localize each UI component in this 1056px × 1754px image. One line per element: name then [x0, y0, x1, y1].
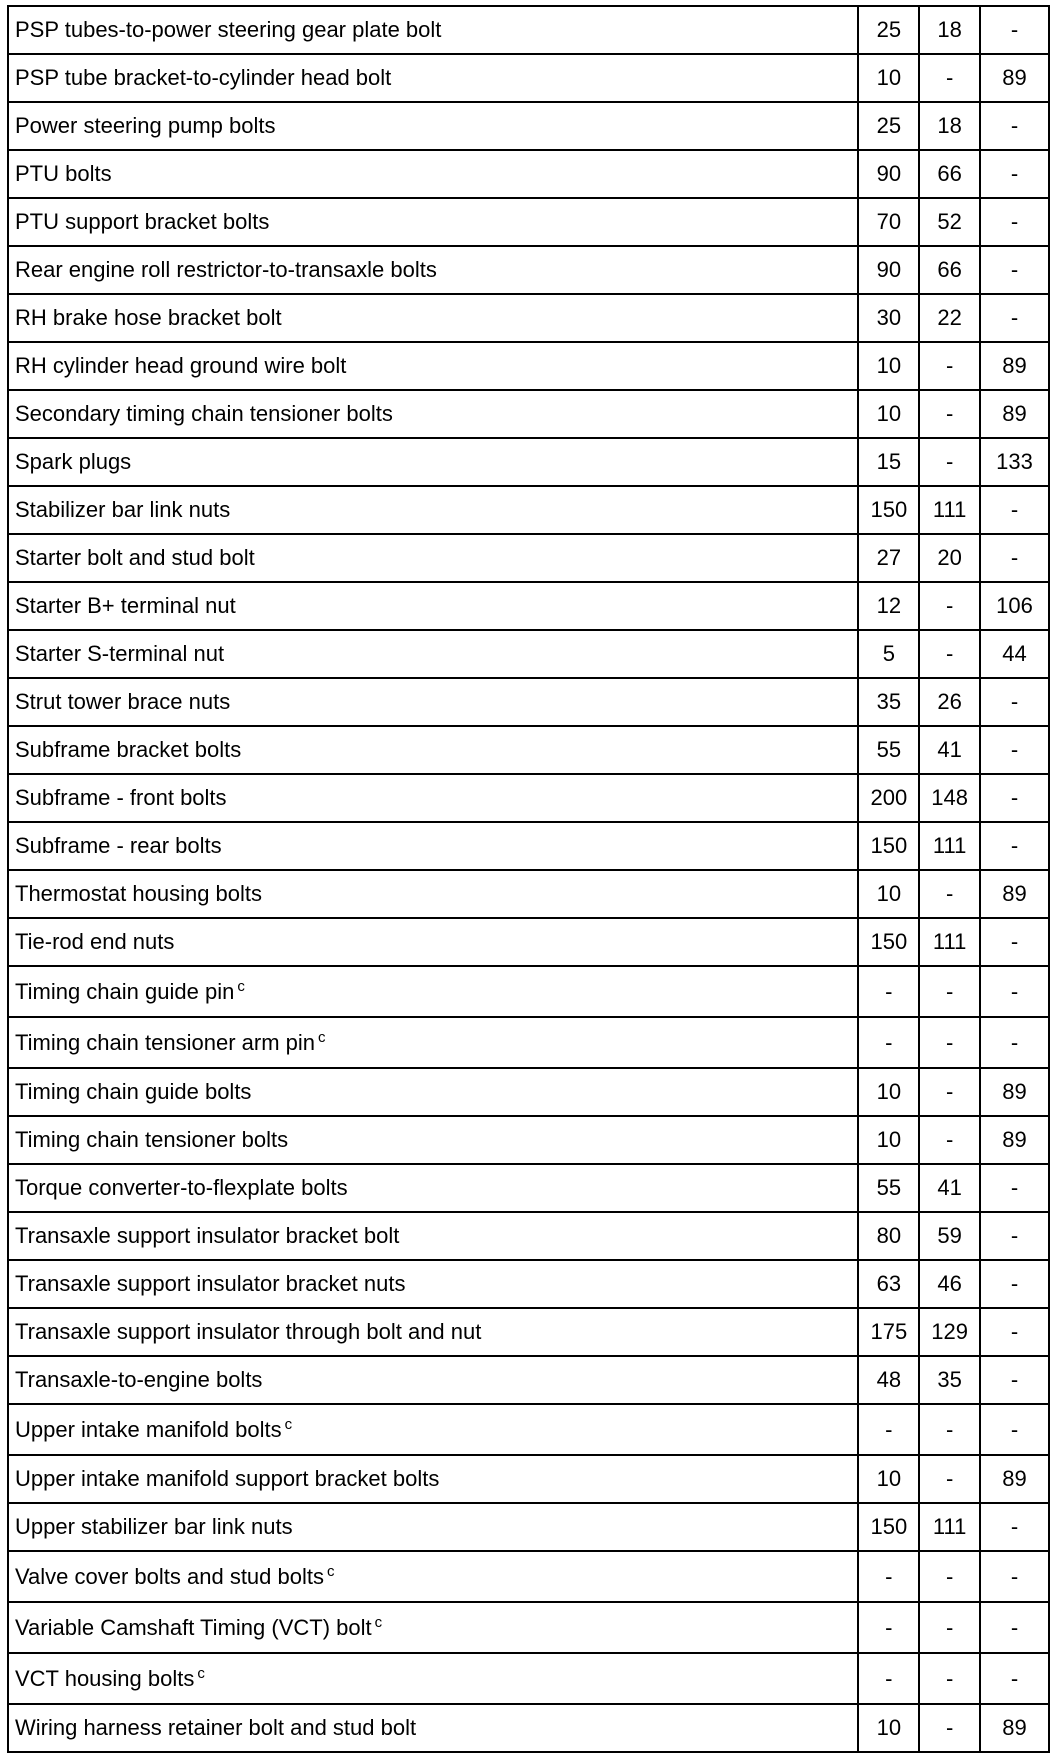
nm-value-cell: 10 — [858, 390, 919, 438]
description-text: Starter B+ terminal nut — [15, 593, 236, 618]
lbft-value-cell: - — [919, 870, 980, 918]
lbft-value-cell: 111 — [919, 918, 980, 966]
lbin-value-cell: - — [980, 1212, 1049, 1260]
lbft-value-cell: 52 — [919, 198, 980, 246]
table-row — [8, 54, 1049, 102]
lbin-value-cell: 89 — [980, 1704, 1049, 1752]
description-cell — [8, 1164, 858, 1212]
lbin-value-cell: 106 — [980, 582, 1049, 630]
description-text: Starter bolt and stud bolt — [15, 545, 255, 570]
table-row — [8, 582, 1049, 630]
footnote-marker: c — [327, 1562, 335, 1580]
lbin-value-cell: - — [980, 1653, 1049, 1704]
description-cell — [8, 54, 858, 102]
description-cell — [8, 726, 858, 774]
description-text: Secondary timing chain tensioner bolts — [15, 401, 393, 426]
lbin-value-cell: - — [980, 822, 1049, 870]
lbft-value-cell: 66 — [919, 150, 980, 198]
lbin-value-cell: - — [980, 486, 1049, 534]
lbin-value-cell: - — [980, 1308, 1049, 1356]
description-text: Power steering pump bolts — [15, 113, 276, 138]
description-text: Torque converter-to-flexplate bolts — [15, 1175, 348, 1200]
description-cell — [8, 1602, 858, 1653]
footnote-marker: c — [284, 1415, 293, 1433]
description-text: Tie-rod end nuts — [15, 929, 175, 954]
lbin-value-cell: 133 — [980, 438, 1049, 486]
table-row — [8, 966, 1049, 1017]
nm-value-cell: 10 — [858, 1116, 919, 1164]
description-text: Stabilizer bar link nuts — [15, 497, 231, 522]
torque-spec-table — [7, 5, 1050, 1753]
lbft-value-cell: - — [919, 1116, 980, 1164]
lbft-value-cell: 111 — [919, 1503, 980, 1551]
description-text: Subframe bracket bolts — [15, 737, 242, 762]
nm-value-cell: 10 — [858, 1068, 919, 1116]
table-row — [8, 390, 1049, 438]
description-text: Rear engine roll restrictor-to-transaxle bolts — [15, 257, 437, 282]
lbft-value-cell: - — [919, 1602, 980, 1653]
lbft-value-cell: - — [919, 1551, 980, 1602]
table-row — [8, 1551, 1049, 1602]
description-text: Transaxle support insulator bracket bolt — [15, 1223, 400, 1248]
description-cell — [8, 1308, 858, 1356]
table-row — [8, 6, 1049, 54]
description-text: Thermostat housing bolts — [15, 881, 263, 906]
description-cell — [8, 534, 858, 582]
nm-value-cell: 30 — [858, 294, 919, 342]
description-text: Timing chain tensioner bolts — [15, 1127, 289, 1152]
table-row — [8, 438, 1049, 486]
lbin-value-cell: - — [980, 1551, 1049, 1602]
lbin-value-cell: - — [980, 1356, 1049, 1404]
lbin-value-cell: 89 — [980, 1068, 1049, 1116]
lbft-value-cell: 59 — [919, 1212, 980, 1260]
lbin-value-cell: - — [980, 1404, 1049, 1455]
nm-value-cell: 5 — [858, 630, 919, 678]
table-row — [8, 1653, 1049, 1704]
description-text: Wiring harness retainer bolt and stud bolt — [15, 1715, 417, 1740]
table-row — [8, 774, 1049, 822]
description-cell — [8, 1260, 858, 1308]
lbin-value-cell: - — [980, 1017, 1049, 1068]
description-text: Transaxle-to-engine bolts — [15, 1367, 263, 1392]
lbin-value-cell: 89 — [980, 870, 1049, 918]
lbin-value-cell: 44 — [980, 630, 1049, 678]
description-text: Timing chain tensioner arm pin — [15, 1029, 315, 1055]
nm-value-cell: 10 — [858, 54, 919, 102]
nm-value-cell: 70 — [858, 198, 919, 246]
description-cell — [8, 1116, 858, 1164]
table-row — [8, 150, 1049, 198]
description-cell — [8, 1551, 858, 1602]
description-text: PSP tube bracket-to-cylinder head bolt — [15, 65, 392, 90]
lbft-value-cell: 111 — [919, 486, 980, 534]
description-cell — [8, 870, 858, 918]
nm-value-cell: 10 — [858, 1704, 919, 1752]
nm-value-cell: 12 — [858, 582, 919, 630]
lbin-value-cell: - — [980, 198, 1049, 246]
lbft-value-cell: - — [919, 1068, 980, 1116]
lbft-value-cell: 18 — [919, 6, 980, 54]
lbft-value-cell: - — [919, 390, 980, 438]
lbin-value-cell: - — [980, 774, 1049, 822]
table-row — [8, 246, 1049, 294]
table-row — [8, 1260, 1049, 1308]
description-text: RH cylinder head ground wire bolt — [15, 353, 347, 378]
table-row — [8, 870, 1049, 918]
description-text: Timing chain guide pin — [15, 978, 235, 1004]
nm-value-cell: 10 — [858, 342, 919, 390]
table-row — [8, 630, 1049, 678]
nm-value-cell: 90 — [858, 246, 919, 294]
lbin-value-cell: - — [980, 246, 1049, 294]
nm-value-cell: - — [858, 1551, 919, 1602]
nm-value-cell: - — [858, 1017, 919, 1068]
description-text: Upper intake manifold support bracket bolts — [15, 1466, 440, 1491]
description-cell — [8, 1404, 858, 1455]
description-text: Transaxle support insulator through bolt and nut — [15, 1319, 482, 1344]
nm-value-cell: - — [858, 966, 919, 1017]
description-text: Variable Camshaft Timing (VCT) bolt — [15, 1614, 372, 1640]
lbft-value-cell: 18 — [919, 102, 980, 150]
nm-value-cell: 90 — [858, 150, 919, 198]
nm-value-cell: 55 — [858, 1164, 919, 1212]
table-row — [8, 726, 1049, 774]
lbft-value-cell: - — [919, 438, 980, 486]
lbin-value-cell: 89 — [980, 390, 1049, 438]
description-cell — [8, 1653, 858, 1704]
nm-value-cell: 55 — [858, 726, 919, 774]
lbin-value-cell: - — [980, 150, 1049, 198]
table-row — [8, 678, 1049, 726]
lbft-value-cell: - — [919, 582, 980, 630]
document-page — [7, 5, 1050, 1749]
nm-value-cell: 175 — [858, 1308, 919, 1356]
description-cell — [8, 1068, 858, 1116]
lbin-value-cell: - — [980, 294, 1049, 342]
lbft-value-cell: - — [919, 1455, 980, 1503]
description-cell — [8, 1704, 858, 1752]
lbin-value-cell: - — [980, 1602, 1049, 1653]
description-text: Valve cover bolts and stud bolts — [15, 1563, 324, 1589]
nm-value-cell: 35 — [858, 678, 919, 726]
lbft-value-cell: 22 — [919, 294, 980, 342]
lbft-value-cell: 46 — [919, 1260, 980, 1308]
description-cell — [8, 438, 858, 486]
table-row — [8, 1116, 1049, 1164]
lbin-value-cell: - — [980, 1260, 1049, 1308]
table-row — [8, 1068, 1049, 1116]
nm-value-cell: 150 — [858, 822, 919, 870]
table-row — [8, 822, 1049, 870]
lbin-value-cell: - — [980, 678, 1049, 726]
description-cell — [8, 1212, 858, 1260]
nm-value-cell: - — [858, 1602, 919, 1653]
description-text: Starter S-terminal nut — [15, 641, 225, 666]
lbin-value-cell: - — [980, 6, 1049, 54]
lbft-value-cell: - — [919, 630, 980, 678]
table-row — [8, 1212, 1049, 1260]
nm-value-cell: 25 — [858, 6, 919, 54]
description-text: PTU support bracket bolts — [15, 209, 270, 234]
table-row — [8, 1356, 1049, 1404]
description-cell — [8, 678, 858, 726]
lbft-value-cell: - — [919, 54, 980, 102]
description-cell — [8, 1455, 858, 1503]
description-cell — [8, 102, 858, 150]
description-cell — [8, 1017, 858, 1068]
table-row — [8, 918, 1049, 966]
nm-value-cell: 150 — [858, 1503, 919, 1551]
lbft-value-cell: 20 — [919, 534, 980, 582]
lbft-value-cell: - — [919, 1017, 980, 1068]
table-row — [8, 1503, 1049, 1551]
nm-value-cell: - — [858, 1653, 919, 1704]
description-cell — [8, 6, 858, 54]
nm-value-cell: 200 — [858, 774, 919, 822]
table-row — [8, 1704, 1049, 1752]
nm-value-cell: 150 — [858, 918, 919, 966]
description-text: PSP tubes-to-power steering gear plate bolt — [15, 17, 442, 42]
nm-value-cell: 80 — [858, 1212, 919, 1260]
description-cell — [8, 390, 858, 438]
description-cell — [8, 486, 858, 534]
nm-value-cell: 63 — [858, 1260, 919, 1308]
description-cell — [8, 246, 858, 294]
table-row — [8, 294, 1049, 342]
lbft-value-cell: 111 — [919, 822, 980, 870]
nm-value-cell: 10 — [858, 870, 919, 918]
footnote-marker: c — [237, 977, 245, 995]
lbin-value-cell: 89 — [980, 1116, 1049, 1164]
description-cell — [8, 918, 858, 966]
lbft-value-cell: - — [919, 966, 980, 1017]
description-text: Upper intake manifold bolts — [15, 1416, 282, 1442]
nm-value-cell: 25 — [858, 102, 919, 150]
description-cell — [8, 342, 858, 390]
lbin-value-cell: - — [980, 966, 1049, 1017]
description-cell — [8, 150, 858, 198]
lbft-value-cell: 66 — [919, 246, 980, 294]
description-cell — [8, 198, 858, 246]
description-text: PTU bolts — [15, 161, 112, 186]
lbft-value-cell: - — [919, 342, 980, 390]
description-cell — [8, 1356, 858, 1404]
table-row — [8, 1308, 1049, 1356]
lbin-value-cell: - — [980, 534, 1049, 582]
description-text: Subframe - rear bolts — [15, 833, 222, 858]
description-text: Strut tower brace nuts — [15, 689, 231, 714]
description-text: Spark plugs — [15, 449, 132, 474]
lbin-value-cell: - — [980, 726, 1049, 774]
description-cell — [8, 294, 858, 342]
nm-value-cell: 10 — [858, 1455, 919, 1503]
lbft-value-cell: 41 — [919, 726, 980, 774]
lbft-value-cell: 26 — [919, 678, 980, 726]
footnote-marker: c — [197, 1664, 205, 1682]
description-text: Transaxle support insulator bracket nuts — [15, 1271, 406, 1296]
table-row — [8, 486, 1049, 534]
table-row — [8, 102, 1049, 150]
table-row — [8, 1455, 1049, 1503]
lbin-value-cell: - — [980, 918, 1049, 966]
nm-value-cell: 48 — [858, 1356, 919, 1404]
footnote-marker: c — [374, 1613, 383, 1631]
nm-value-cell: - — [858, 1404, 919, 1455]
table-row — [8, 1164, 1049, 1212]
description-text: VCT housing bolts — [15, 1665, 195, 1691]
lbin-value-cell: - — [980, 1164, 1049, 1212]
lbin-value-cell: - — [980, 102, 1049, 150]
description-text: RH brake hose bracket bolt — [15, 305, 282, 330]
description-cell — [8, 582, 858, 630]
lbft-value-cell: 35 — [919, 1356, 980, 1404]
description-cell — [8, 630, 858, 678]
description-cell — [8, 822, 858, 870]
lbft-value-cell: 41 — [919, 1164, 980, 1212]
table-row — [8, 342, 1049, 390]
table-row — [8, 1017, 1049, 1068]
nm-value-cell: 15 — [858, 438, 919, 486]
description-cell — [8, 1503, 858, 1551]
lbft-value-cell: - — [919, 1404, 980, 1455]
description-text: Subframe - front bolts — [15, 785, 227, 810]
lbft-value-cell: 148 — [919, 774, 980, 822]
nm-value-cell: 27 — [858, 534, 919, 582]
lbin-value-cell: 89 — [980, 54, 1049, 102]
footnote-marker: c — [318, 1028, 326, 1046]
description-text: Upper stabilizer bar link nuts — [15, 1514, 293, 1539]
lbft-value-cell: - — [919, 1704, 980, 1752]
nm-value-cell: 150 — [858, 486, 919, 534]
table-row — [8, 198, 1049, 246]
description-cell — [8, 774, 858, 822]
table-row — [8, 1404, 1049, 1455]
lbft-value-cell: - — [919, 1653, 980, 1704]
torque-spec-table-body — [8, 6, 1049, 1752]
lbin-value-cell: 89 — [980, 1455, 1049, 1503]
description-cell — [8, 966, 858, 1017]
table-row — [8, 1602, 1049, 1653]
lbin-value-cell: - — [980, 1503, 1049, 1551]
description-text: Timing chain guide bolts — [15, 1079, 252, 1104]
lbin-value-cell: 89 — [980, 342, 1049, 390]
table-row — [8, 534, 1049, 582]
lbft-value-cell: 129 — [919, 1308, 980, 1356]
